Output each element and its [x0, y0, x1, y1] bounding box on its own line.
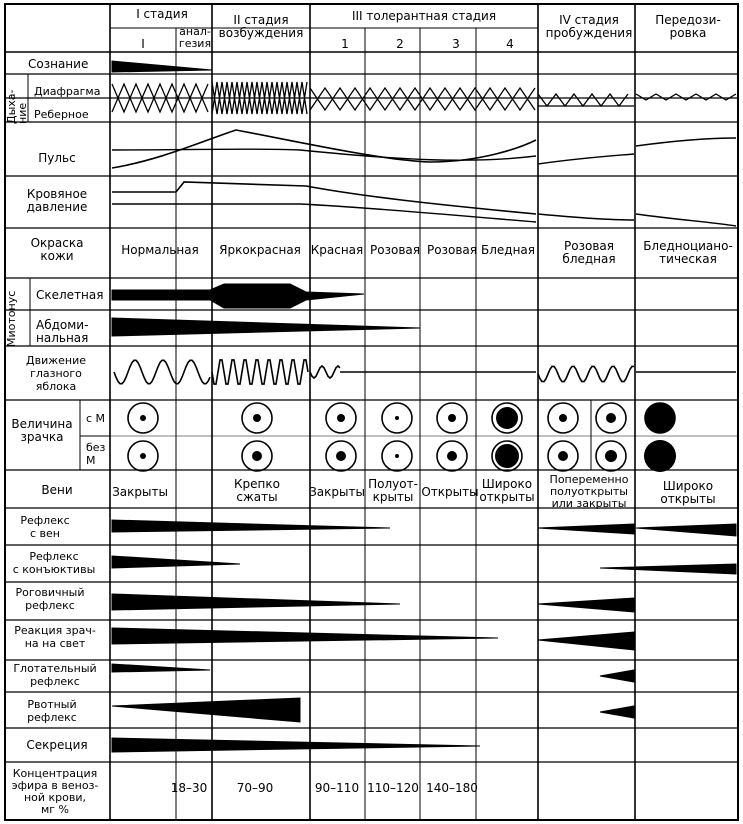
stage-1-sub-1: I [141, 37, 145, 51]
pupil [448, 414, 456, 422]
concentration-value: 110–120 [367, 781, 419, 795]
pupil [395, 454, 399, 458]
diaphragm-zigzag [538, 94, 628, 106]
vein-value: Полуот- крыты [368, 477, 418, 504]
pupil [559, 414, 567, 422]
stage-3-sub-1: 1 [341, 37, 349, 51]
stage-2-header: II стадия возбуждения [218, 13, 304, 40]
reflex-conjunctiva-wedge [600, 564, 736, 574]
row-label-reflex-veins: Рефлекс с вен [20, 514, 70, 540]
row-label-skin: Окраска кожи [30, 236, 84, 263]
skin-value: Красная [310, 243, 364, 257]
row-label-abdominal: Абдоми- нальная [36, 318, 89, 345]
pupil [495, 444, 519, 468]
bp-curve [538, 214, 634, 220]
pupil [645, 403, 675, 433]
ribs-zigzag [310, 88, 535, 110]
row-label-swallow-reflex: Глотательный рефлекс [13, 662, 97, 688]
pupil [605, 450, 617, 462]
vein-value: Закрыты [309, 485, 365, 499]
row-label-pulse: Пульс [38, 151, 76, 165]
pupil [606, 413, 616, 423]
row-label-veins: Вени [41, 483, 73, 497]
vein-value: Открыты [421, 485, 479, 499]
concentration-value: 18–30 [170, 781, 208, 795]
pupil-light-wedge [112, 628, 498, 644]
skin-value: Розовая бледная [562, 239, 616, 266]
skin-value: Яркокрасная [219, 243, 301, 257]
pupil [395, 416, 399, 420]
row-label-corneal-reflex: Роговичный рефлекс [15, 586, 85, 612]
secretion-wedge [112, 738, 480, 752]
consciousness-wedge [112, 61, 212, 72]
abdominal-wedge [112, 318, 420, 336]
eye-movement-wave [114, 360, 210, 383]
row-label-pupil-size: Величина зрачка [11, 417, 73, 444]
vomit-reflex-wedge [600, 706, 634, 718]
row-label-consciousness: Сознание [28, 57, 89, 71]
stage-3-sub-2: 2 [396, 37, 404, 51]
corneal-reflex-wedge [112, 594, 400, 610]
swallow-reflex-wedge [600, 670, 634, 682]
diaphragm-zigzag [636, 94, 736, 100]
skin-value: Нормальная [121, 243, 199, 257]
concentration-value: 90–110 [314, 781, 360, 795]
reflex-veins-wedge [538, 524, 634, 534]
reflex-veins-wedge [112, 520, 390, 532]
concentration-value: 140–180 [426, 781, 478, 795]
vein-value: Широко открыты [660, 479, 716, 506]
pupil-light-wedge [538, 632, 634, 650]
pupil [253, 414, 261, 422]
row-label-with-m: с М [86, 412, 106, 425]
table-frame [5, 4, 738, 820]
row-label-vomit-reflex: Рвотный рефлекс [27, 698, 77, 724]
pupil [140, 415, 146, 421]
stage-3-header: III толерантная стадия [351, 9, 497, 23]
pupil [337, 414, 345, 422]
pulse-curve [538, 154, 634, 164]
skeletal-myotonus-shape [112, 284, 364, 308]
row-label-secretion: Секреция [26, 738, 88, 752]
pupil [140, 453, 146, 459]
pupil [496, 407, 518, 429]
vein-value: Закрыты [112, 485, 168, 499]
vomit-reflex-wedge [112, 698, 300, 722]
stage-1-header: I стадия [136, 7, 188, 21]
overdose-header: Передози- ровка [655, 13, 721, 40]
row-label-without-m: без М [86, 441, 106, 467]
row-label-skeletal: Скелетная [36, 288, 104, 302]
vein-value: Попеременно полуоткрыты или закрыты [549, 473, 629, 510]
row-label-breathing: Дыха- ние [5, 89, 29, 124]
stage-1-sub-analgesia: анал- гезия [178, 25, 212, 50]
eye-movement-wave [310, 366, 340, 378]
skin-value: Бледноциано- тическая [643, 239, 733, 266]
eye-movement-wave [212, 360, 308, 384]
bp-curve [636, 214, 736, 226]
pupil [252, 451, 262, 461]
skin-value: Розовая [427, 243, 477, 257]
concentration-value: 70–90 [236, 781, 274, 795]
skin-value: Бледная [481, 243, 535, 257]
row-label-myotonus: Миотонус [5, 290, 18, 347]
corneal-reflex-wedge [538, 598, 634, 612]
row-label-diaphragm: Диафрагма [34, 85, 101, 98]
pupil [644, 440, 676, 472]
pupil [558, 451, 568, 461]
pulse-curve [636, 138, 736, 146]
pupil [336, 451, 346, 461]
skin-value: Розовая [370, 243, 420, 257]
stage-3-sub-3: 3 [452, 37, 460, 51]
stage-3-sub-4: 4 [506, 37, 514, 51]
row-label-pupil-light: Реакция зрач- на на свет [14, 624, 96, 650]
vein-value: Широко открыты [479, 477, 535, 504]
swallow-reflex-wedge [112, 664, 210, 672]
row-label-eye-movement: Движение глазного яблока [25, 354, 87, 393]
row-label-ether-concentration: Концентрация эфира в веноз- ной крови, мг % [11, 767, 99, 816]
stage-4-header: IV стадия пробуждения [545, 13, 633, 40]
row-label-reflex-conjunctiva: Рефлекс с конъюктивы [12, 550, 96, 576]
row-label-ribs: Реберное [34, 108, 89, 121]
eye-movement-wave [538, 366, 634, 381]
row-label-blood-pressure: Кровяное давление [26, 187, 88, 214]
vein-value: Крепко сжаты [234, 477, 280, 504]
reflex-veins-wedge [636, 524, 736, 536]
pupil [447, 451, 457, 461]
